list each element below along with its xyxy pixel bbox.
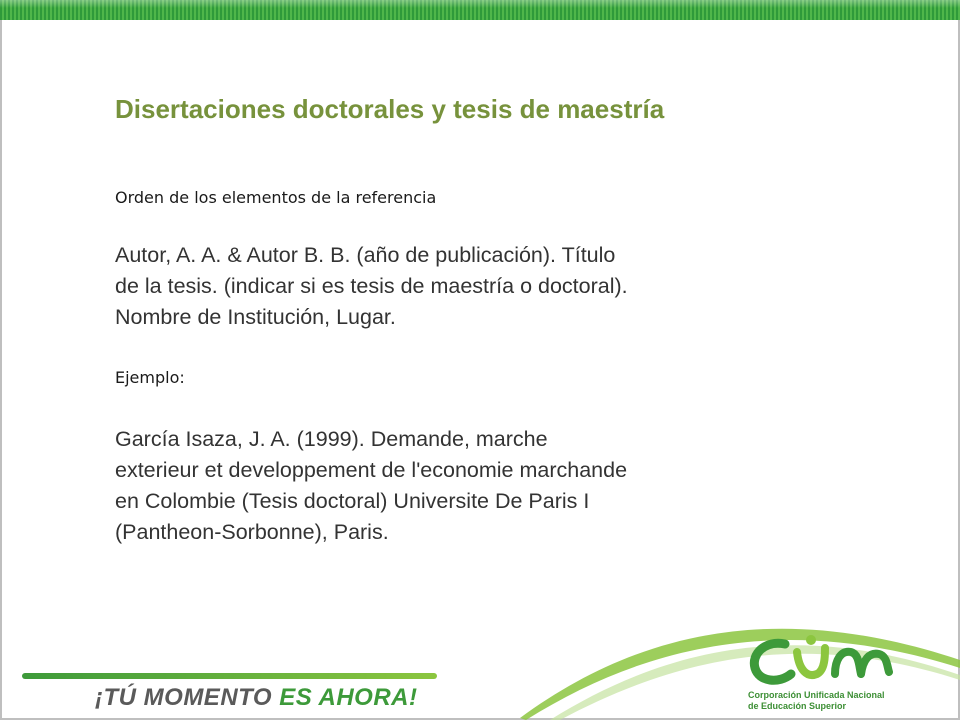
reference-example <box>115 424 775 548</box>
footer-slogan <box>95 684 418 712</box>
top-band-gloss <box>0 0 960 8</box>
reference-format <box>115 240 775 333</box>
example-line: en Colombie (Tesis doctoral) Universite De Paris I <box>115 489 590 513</box>
order-label: Orden de los elementos de la referencia <box>115 188 437 207</box>
format-line: Nombre de Institución, Lugar. <box>115 305 396 329</box>
format-line: de la tesis. (indicar si es tesis de maestría o doctoral). <box>115 274 628 298</box>
slogan-part-2: ES AHORA! <box>279 684 418 711</box>
example-line: García Isaza, J. A. (1999). Demande, marche <box>115 427 548 451</box>
slide-title: Disertaciones doctorales y tesis de maestría <box>115 94 665 124</box>
footer-divider <box>22 673 437 679</box>
institution-line: Corporación Unificada Nacional <box>748 690 885 700</box>
example-line: (Pantheon-Sorbonne), Paris. <box>115 520 389 544</box>
example-line: exterieur et developpement de l'economie marchande <box>115 458 628 482</box>
cun-logo-icon <box>745 630 895 688</box>
format-line: Autor, A. A. & Autor B. B. (año de publicación). Título <box>115 243 616 267</box>
institution-name <box>748 690 908 712</box>
slogan-part-1: ¡TÚ MOMENTO <box>95 684 280 711</box>
example-label: Ejemplo: <box>115 368 185 387</box>
institution-line: de Educación Superior <box>748 701 847 711</box>
